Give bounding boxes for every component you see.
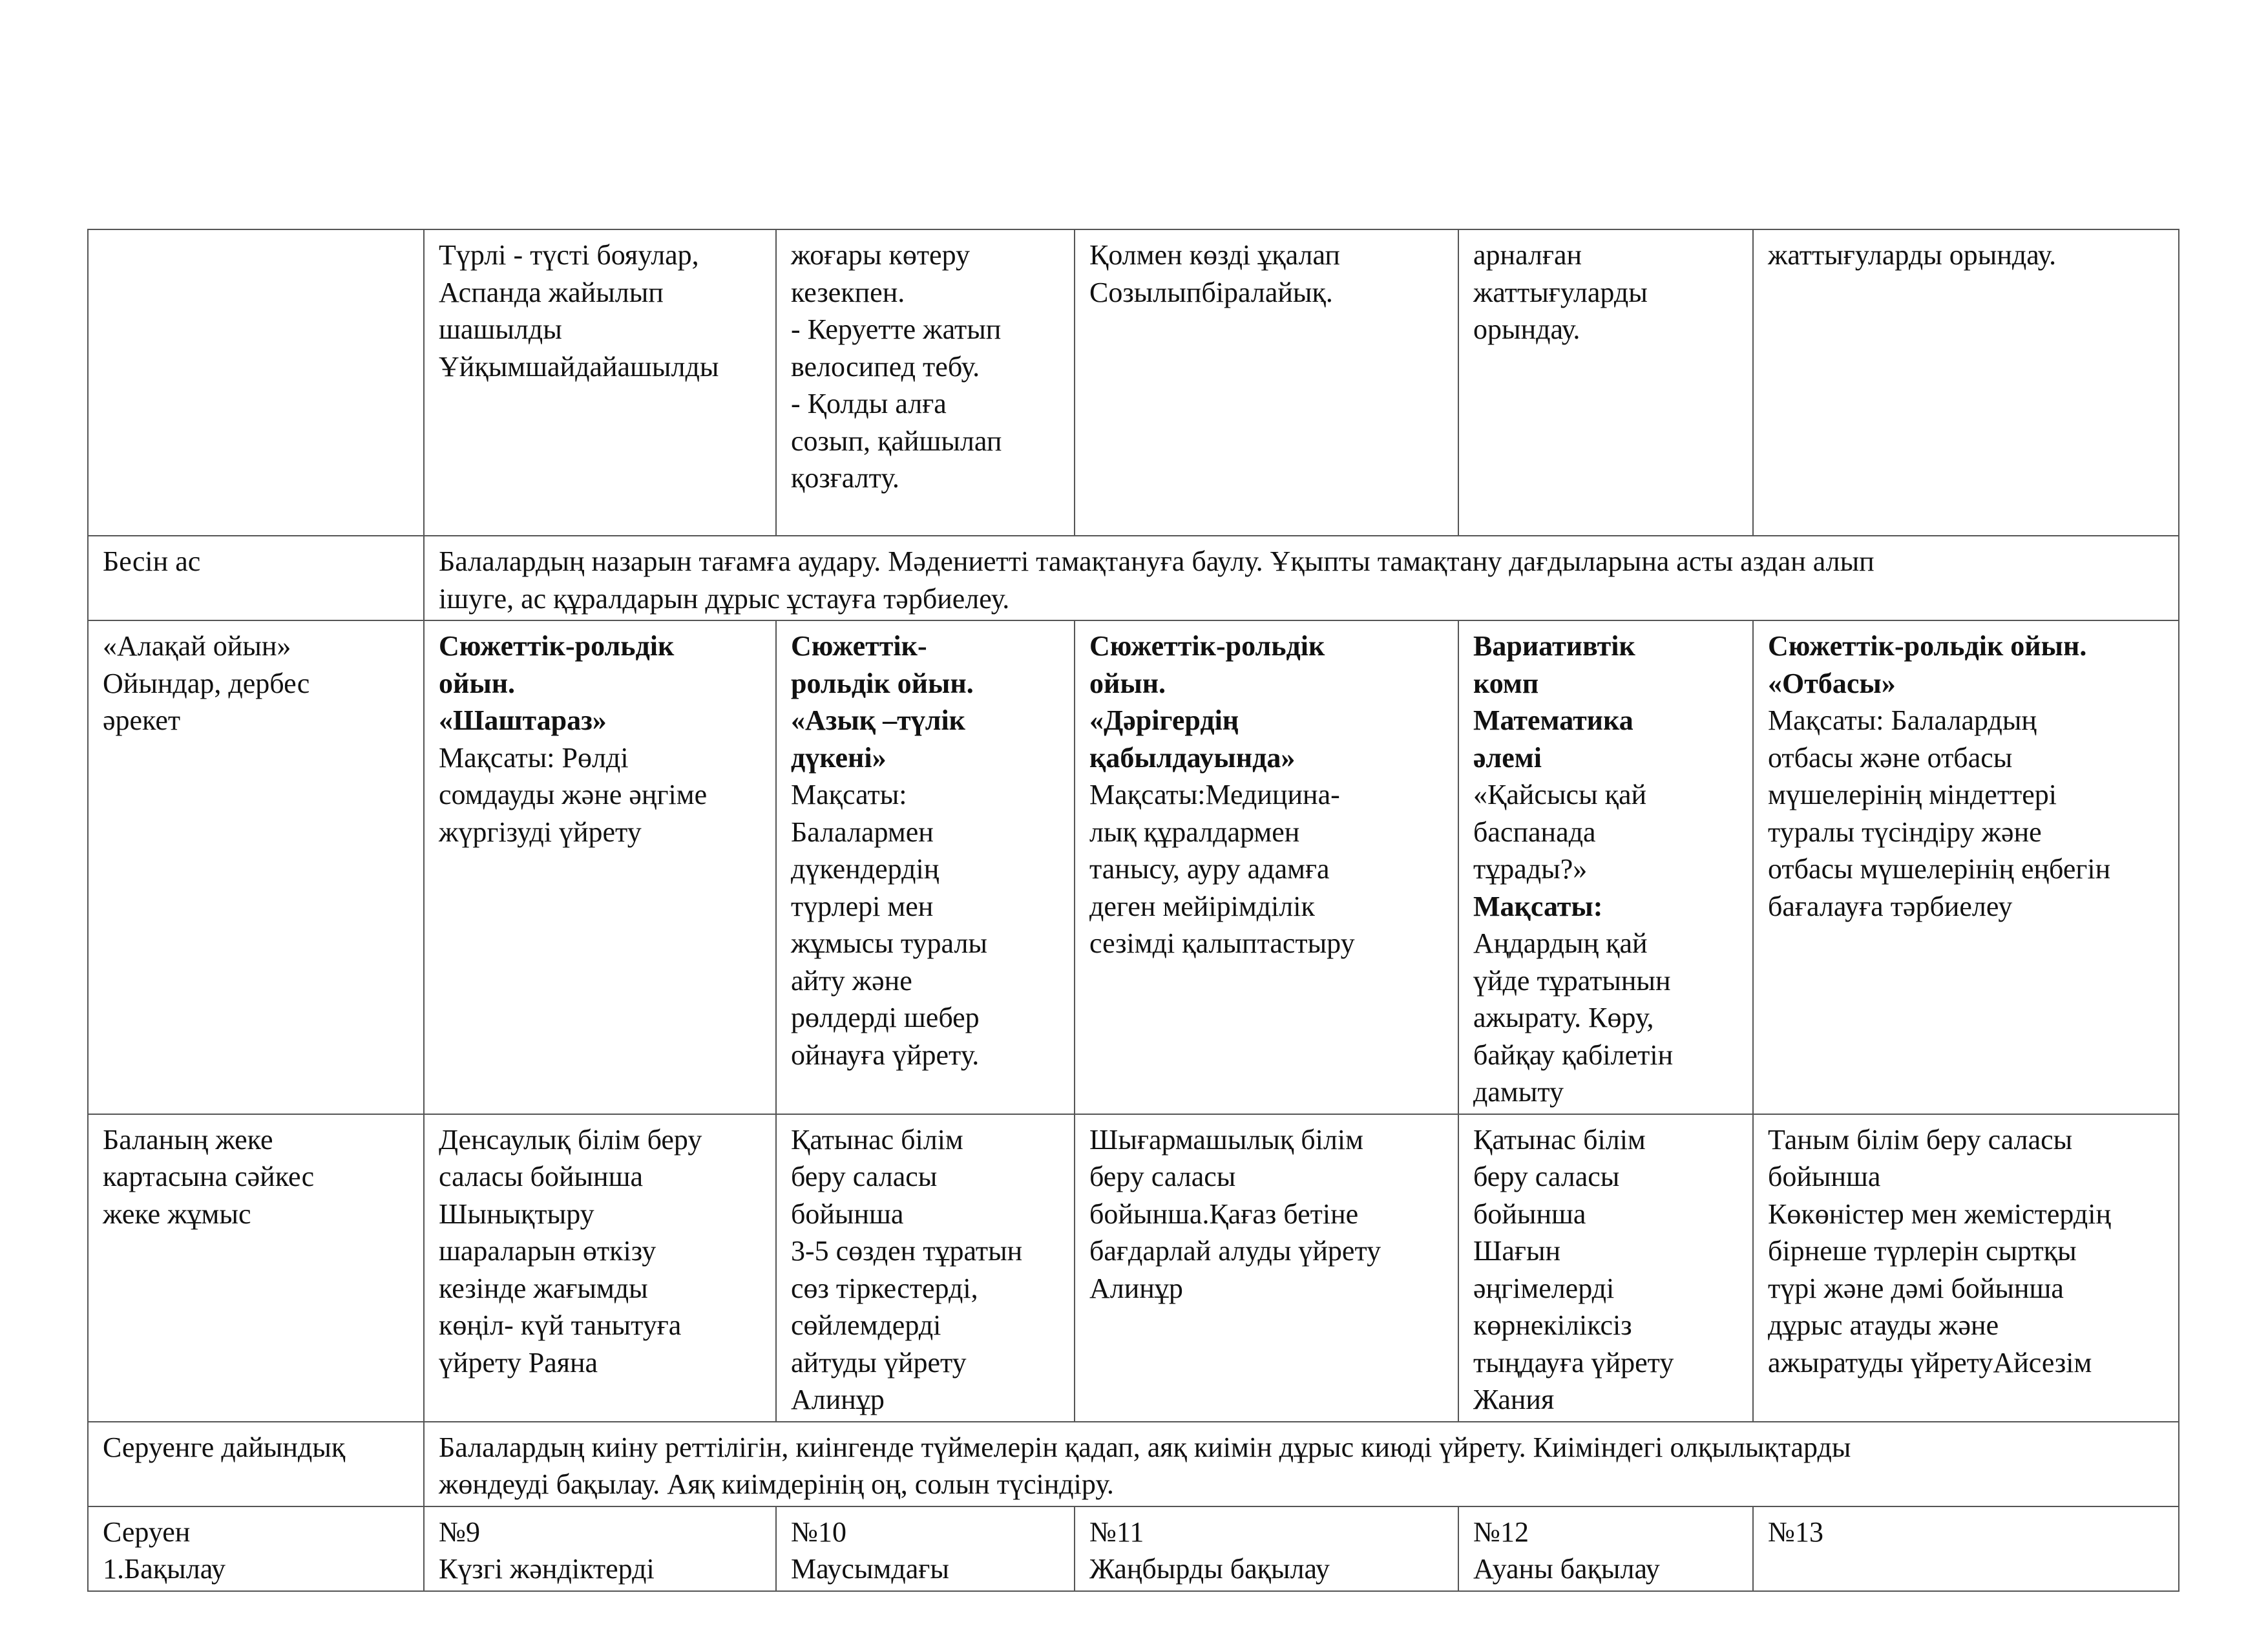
text-line: ажыратуды үйретуАйсезім: [1768, 1346, 2092, 1379]
row-label-cell: [88, 1506, 424, 1591]
text-line: Серуен: [103, 1516, 191, 1548]
text-line: созып, қайшылап: [791, 425, 1002, 457]
text-line: көрнекіліксіз: [1473, 1309, 1632, 1341]
text-line: Мақсаты: Балалардың: [1768, 704, 2037, 736]
table-row: [88, 620, 2179, 1114]
text-line: «Қайсысы қай: [1473, 779, 1647, 810]
text-line: «Азық –түлік: [791, 704, 966, 736]
text-line: Ұйқымшайдайашылды: [439, 350, 719, 383]
text-line: Қатынас білім: [1473, 1123, 1646, 1156]
text-line: рөлдерді шебер: [791, 1002, 980, 1033]
text-line: - Қолды алға: [791, 388, 947, 419]
text-line: Денсаулық білім беру: [439, 1123, 702, 1156]
text-line: саласы бойынша: [439, 1161, 644, 1192]
text-line: жаттығуларды: [1473, 276, 1648, 308]
text-line: айтуды үйрету: [791, 1346, 967, 1379]
table-cell: [776, 229, 1075, 536]
text-line: Жания: [1473, 1384, 1555, 1415]
row-label-cell: [88, 229, 424, 536]
text-line: орындау.: [1473, 313, 1580, 345]
text-line: Мақсаты: Рөлді: [439, 741, 629, 774]
cell-body: [439, 739, 766, 851]
text-line: Балалармен: [791, 816, 934, 848]
text-line: деген мейірімділік: [1089, 890, 1315, 922]
text-line: Қолмен көзді ұқалап: [1089, 239, 1340, 271]
text-line: жаттығуларды орындау.: [1768, 239, 2057, 271]
text-line: жеке жұмыс: [103, 1198, 251, 1230]
table-cell: [1075, 620, 1458, 1114]
text-line: қабылдауында»: [1089, 741, 1296, 774]
text-line: тұрады?»: [1473, 853, 1588, 885]
text-line: әңгімелерді: [1473, 1272, 1615, 1304]
span-cell: [424, 536, 2179, 620]
text-line: лық құралдармен: [1089, 816, 1300, 848]
text-line: Вариативтік: [1473, 630, 1635, 662]
table-cell: [1075, 1114, 1458, 1422]
text-line: 1.Бақылау: [103, 1553, 226, 1585]
text-line: ойын.: [439, 667, 516, 699]
text-line: Балалардың назарын тағамға аудару. Мәдениетті тамақтануға баулу. Ұқыпты тамақтану дағдыларына асты аздан алып: [439, 545, 1874, 577]
table-cell: [424, 620, 776, 1114]
table-cell: [776, 1114, 1075, 1422]
text-line: Мақсаты:: [791, 779, 907, 810]
cell-body: [1473, 925, 1743, 1111]
text-line: беру саласы: [1089, 1161, 1236, 1192]
text-line: Түрлі - түсті бояулар,: [439, 239, 699, 271]
text-line: №11: [1089, 1516, 1144, 1548]
text-line: сөз тіркестерді,: [791, 1272, 978, 1304]
table-row: [88, 1506, 2179, 1591]
table-row: [88, 536, 2179, 620]
text-line: Созылыпбіралайық.: [1089, 276, 1333, 308]
text-line: баспанада: [1473, 816, 1596, 848]
text-line: №12: [1473, 1516, 1529, 1548]
text-line: бағдарлай алуды үйрету: [1089, 1235, 1381, 1267]
table-cell: [1458, 229, 1753, 536]
table-cell: [1753, 620, 2179, 1114]
table-cell: [776, 620, 1075, 1114]
text-line: Сюжеттік-рольдік: [1089, 630, 1325, 662]
text-line: «Алақай ойын»: [103, 630, 291, 662]
text-line: Мақсаты:: [1473, 890, 1603, 922]
table-row: [88, 1422, 2179, 1506]
cell-body: [1473, 776, 1743, 888]
text-line: Балалардың киіну реттілігін, киінгенде түймелерін қадап, аяқ киімін дұрыс киюді үйрету. Киіміндегі олқылықтарды: [439, 1431, 1851, 1463]
table-cell: [1458, 620, 1753, 1114]
text-line: айту және: [791, 964, 912, 997]
row-label-cell: [88, 536, 424, 620]
cell-heading: [1089, 628, 1449, 776]
cell-heading: [439, 628, 766, 739]
text-line: картасына сәйкес: [103, 1161, 315, 1192]
text-line: сезімді қалыптастыру: [1089, 927, 1355, 959]
text-line: «Отбасы»: [1768, 667, 1896, 699]
text-line: комп: [1473, 667, 1539, 699]
row-label-cell: [88, 620, 424, 1114]
cell-body: [791, 776, 1065, 1073]
text-line: шараларын өткізу: [439, 1235, 656, 1267]
table-cell: [1753, 1506, 2179, 1591]
text-line: дұрыс атауды және: [1768, 1309, 1999, 1341]
text-line: №10: [791, 1516, 846, 1548]
text-line: отбасы мүшелерінің еңбегін: [1768, 853, 2111, 885]
text-line: бойынша.Қағаз бетіне: [1089, 1198, 1359, 1230]
text-line: үйрету Раяна: [439, 1346, 598, 1379]
text-line: үйде тұратынын: [1473, 964, 1671, 997]
text-line: жөндеуді бақылау. Аяқ киімдерінің оң, солын түсіндіру.: [439, 1468, 1114, 1500]
text-line: сомдауды және әңгіме: [439, 779, 708, 810]
text-line: 3-5 сөзден тұратын: [791, 1235, 1023, 1267]
text-line: - Керуетте жатып: [791, 313, 1002, 345]
text-line: Сюжеттік-: [791, 630, 927, 662]
text-line: бойынша: [791, 1198, 904, 1230]
text-line: сөйлемдерді: [791, 1309, 941, 1341]
text-line: Шығармашылық білім: [1089, 1123, 1363, 1156]
text-line: кезінде жағымды: [439, 1272, 648, 1304]
text-line: бағалауға тәрбиелеу: [1768, 890, 2013, 922]
text-line: Сюжеттік-рольдік ойын.: [1768, 630, 2087, 662]
text-line: №9: [439, 1516, 480, 1548]
text-line: Аспанда жайылып: [439, 276, 664, 308]
text-line: беру саласы: [1473, 1161, 1620, 1192]
cell-subheading: [1473, 888, 1743, 925]
text-line: ішуге, ас құралдарын дұрыс ұстауға тәрбиелеу.: [439, 582, 1010, 615]
text-line: әлемі: [1473, 741, 1542, 774]
text-line: танысу, ауру адамға: [1089, 853, 1330, 885]
text-line: туралы түсіндіру және: [1768, 816, 2042, 848]
row-label-cell: [88, 1422, 424, 1506]
table-cell: [1458, 1506, 1753, 1591]
plan-table: [87, 229, 2179, 1592]
text-line: тыңдауға үйрету: [1473, 1346, 1674, 1379]
table-cell: [424, 1506, 776, 1591]
table-row: [88, 1114, 2179, 1422]
text-line: байқау қабілетін: [1473, 1039, 1674, 1071]
text-line: Күзгі жәндіктерді: [439, 1553, 655, 1585]
table-cell: [424, 229, 776, 536]
text-line: №13: [1768, 1516, 1823, 1548]
text-line: Сюжеттік-рольдік: [439, 630, 675, 662]
cell-body: [1089, 776, 1449, 962]
text-line: бірнеше түрлерін сыртқы: [1768, 1235, 2077, 1267]
table-cell: [1075, 229, 1458, 536]
text-line: мүшелерінің міндеттері: [1768, 779, 2057, 810]
table-cell: [1458, 1114, 1753, 1422]
text-line: жүргізуді үйрету: [439, 816, 642, 848]
text-line: Баланың жеке: [103, 1123, 273, 1156]
text-line: Мақсаты:Медицина-: [1089, 779, 1340, 810]
cell-body: [1768, 702, 2169, 925]
text-line: бойынша: [1768, 1161, 1881, 1192]
cell-heading: [1473, 628, 1743, 776]
span-cell: [424, 1422, 2179, 1506]
text-line: Таным білім беру саласы: [1768, 1123, 2073, 1156]
text-line: кезекпен.: [791, 276, 905, 308]
table-cell: [1753, 229, 2179, 536]
table-row: [88, 229, 2179, 536]
text-line: әрекет: [103, 704, 181, 736]
text-line: Бесін ас: [103, 545, 201, 577]
text-line: отбасы және отбасы: [1768, 741, 2013, 774]
text-line: «Шаштараз»: [439, 704, 607, 736]
text-line: велосипед тебу.: [791, 350, 980, 383]
text-line: ойнауға үйрету.: [791, 1039, 980, 1071]
text-line: ойын.: [1089, 667, 1166, 699]
text-line: беру саласы: [791, 1161, 938, 1192]
text-line: Қатынас білім: [791, 1123, 963, 1156]
text-line: дүкендердің: [791, 853, 940, 885]
table-cell: [424, 1114, 776, 1422]
text-line: түрлері мен: [791, 890, 934, 922]
table-cell: [776, 1506, 1075, 1591]
text-line: дүкені»: [791, 741, 887, 774]
text-line: Математика: [1473, 704, 1633, 736]
text-line: қозғалту.: [791, 462, 899, 494]
text-line: Шынықтыру: [439, 1198, 594, 1230]
text-line: Шағын: [1473, 1235, 1561, 1267]
text-line: дамыту: [1473, 1076, 1564, 1108]
text-line: түрі және дәмі бойынша: [1768, 1272, 2064, 1304]
text-line: Көкөністер мен жемістердің: [1768, 1198, 2111, 1230]
text-line: рольдік ойын.: [791, 667, 974, 699]
cell-heading: [1768, 628, 2169, 702]
text-line: ажырату. Көру,: [1473, 1002, 1654, 1033]
table-cell: [1753, 1114, 2179, 1422]
table-cell: [1075, 1506, 1458, 1591]
cell-heading: [791, 628, 1065, 776]
text-line: арналған: [1473, 239, 1582, 271]
text-line: Аңдардың қай: [1473, 927, 1648, 959]
text-line: жұмысы туралы: [791, 927, 987, 959]
text-line: Жаңбырды бақылау: [1089, 1553, 1330, 1585]
row-label-cell: [88, 1114, 424, 1422]
text-line: Алинұр: [1089, 1272, 1183, 1304]
text-line: Ойындар, дербес: [103, 667, 310, 699]
text-line: Ауаны бақылау: [1473, 1553, 1660, 1585]
text-line: көңіл- күй танытуға: [439, 1309, 682, 1341]
text-line: шашылды: [439, 313, 562, 345]
text-line: «Дәрігердің: [1089, 704, 1239, 736]
text-line: Алинұр: [791, 1384, 885, 1415]
text-line: Серуенге дайындық: [103, 1431, 346, 1463]
text-line: бойынша: [1473, 1198, 1586, 1230]
text-line: Маусымдағы: [791, 1553, 949, 1585]
text-line: жоғары көтеру: [791, 239, 970, 271]
